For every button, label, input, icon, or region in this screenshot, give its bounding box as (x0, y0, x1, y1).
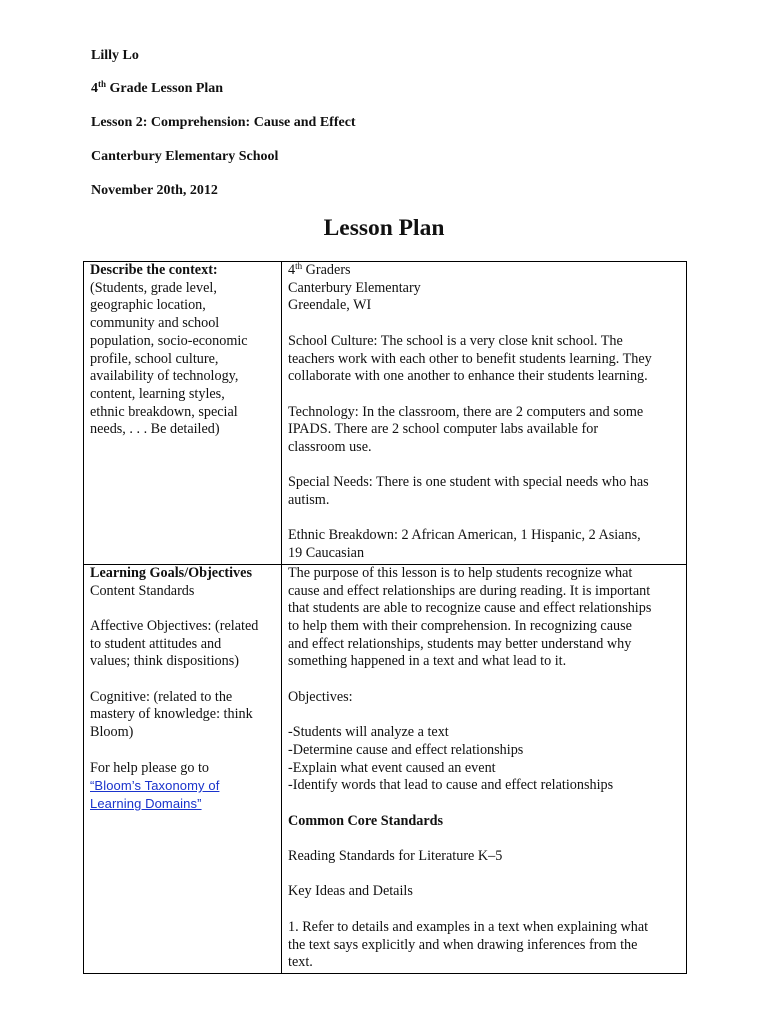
special-needs-line: autism. (288, 492, 330, 509)
grade-lesson-plan (91, 80, 223, 97)
reading-standards: Reading Standards for Literature K–5 (288, 848, 503, 865)
cognitive-line: Cognitive: (related to the (90, 688, 233, 705)
technology-line: classroom use. (288, 439, 372, 455)
standard-line: the text says explicitly and when drawing inferences from the (288, 936, 638, 953)
lesson-date: November 20th, 2012 (91, 183, 218, 198)
purpose-line: that students are able to recognize cause and effect relationships (288, 600, 652, 617)
purpose-line: The purpose of this lesson is to help students recognize what (288, 564, 633, 581)
objective-item: -Students will analyze a text (288, 724, 449, 741)
lesson-name: Lesson 2: Comprehension: Cause and Effect (91, 115, 356, 130)
objective-item: -Determine cause and effect relationships (288, 741, 524, 758)
graders-suffix: th (295, 261, 303, 271)
affective-line: to student attitudes and (90, 635, 222, 652)
context-desc-line: (Students, grade level, (90, 279, 217, 296)
culture-line: collaborate with one another to enhance their students learning. (288, 368, 648, 385)
context-row (84, 262, 687, 565)
affective-line: Affective Objectives: (related (90, 617, 259, 634)
standard-line: text. (288, 954, 313, 971)
technology-line: IPADS. There are 2 school computer labs available for (288, 421, 599, 438)
grade-number: 4 (91, 81, 98, 96)
graders-rest: Graders (302, 262, 351, 278)
ethnic-line: 19 Caucasian (288, 545, 365, 562)
context-desc-line: population, socio-economic (90, 332, 248, 349)
ethnic-line: Ethnic Breakdown: 2 African American, 1 Hispanic, 2 Asians, (288, 527, 641, 544)
context-desc-line: content, learning styles, (90, 385, 225, 402)
context-desc-line: ethnic breakdown, special (90, 403, 238, 420)
culture-line: teachers work with each other to benefit students learning. They (288, 350, 652, 367)
context-heading: Describe the context: (90, 262, 218, 278)
purpose-line: to help them with their comprehension. In recognizing cause (288, 618, 632, 634)
purpose-line: and effect relationships, students may better understand why (288, 635, 632, 652)
help-text: For help please go to (90, 759, 209, 776)
context-desc-line: geographic location, (90, 297, 206, 314)
context-desc-line: profile, school culture, (90, 350, 219, 367)
key-ideas: Key Ideas and Details (288, 883, 413, 900)
grade-rest: Grade Lesson Plan (106, 81, 224, 96)
context-label-cell (84, 262, 282, 565)
author-name: Lilly Lo (91, 48, 139, 63)
grade-suffix: th (98, 79, 107, 89)
link-line: “Bloom’s Taxonomy of (90, 778, 220, 794)
objective-item: -Identify words that lead to cause and effect relationships (288, 777, 614, 794)
special-needs-line: Special Needs: There is one student with special needs who has (288, 474, 649, 491)
context-desc-line: needs, . . . Be detailed) (90, 421, 220, 438)
content-standards-label: Content Standards (90, 582, 195, 599)
context-desc-line: community and school (90, 315, 220, 332)
goals-label-cell (84, 564, 282, 973)
graders-line (288, 262, 680, 280)
goals-heading: Learning Goals/Objectives (90, 564, 252, 581)
common-core-heading: Common Core Standards (288, 812, 444, 829)
lesson-plan-table (83, 261, 687, 974)
graders-number: 4 (288, 262, 296, 278)
culture-line: School Culture: The school is a very close knit school. The (288, 332, 623, 349)
cognitive-line: Bloom) (90, 724, 134, 741)
affective-line: values; think dispositions) (90, 653, 239, 670)
standard-line: 1. Refer to details and examples in a text when explaining what (288, 918, 649, 935)
school-name-line: Canterbury Elementary (288, 279, 421, 296)
blooms-taxonomy-link[interactable] (90, 777, 275, 812)
goals-row (84, 564, 687, 973)
location-line: Greendale, WI (288, 297, 372, 314)
context-desc-line: availability of technology, (90, 368, 239, 385)
school-name: Canterbury Elementary School (91, 149, 279, 164)
purpose-line: something happened in a text and what lead to it. (288, 653, 567, 670)
cognitive-line: mastery of knowledge: think (90, 706, 253, 723)
page-title: Lesson Plan (323, 215, 445, 241)
link-line: Learning Domains” (90, 795, 202, 811)
objective-item: -Explain what event caused an event (288, 759, 496, 776)
technology-line: Technology: In the classroom, there are 2 computers and some (288, 403, 644, 420)
goals-content-cell (282, 564, 687, 973)
purpose-line: cause and effect relationships are during reading. It is important (288, 582, 651, 599)
objectives-label: Objectives: (288, 688, 353, 705)
context-content-cell (282, 262, 687, 565)
